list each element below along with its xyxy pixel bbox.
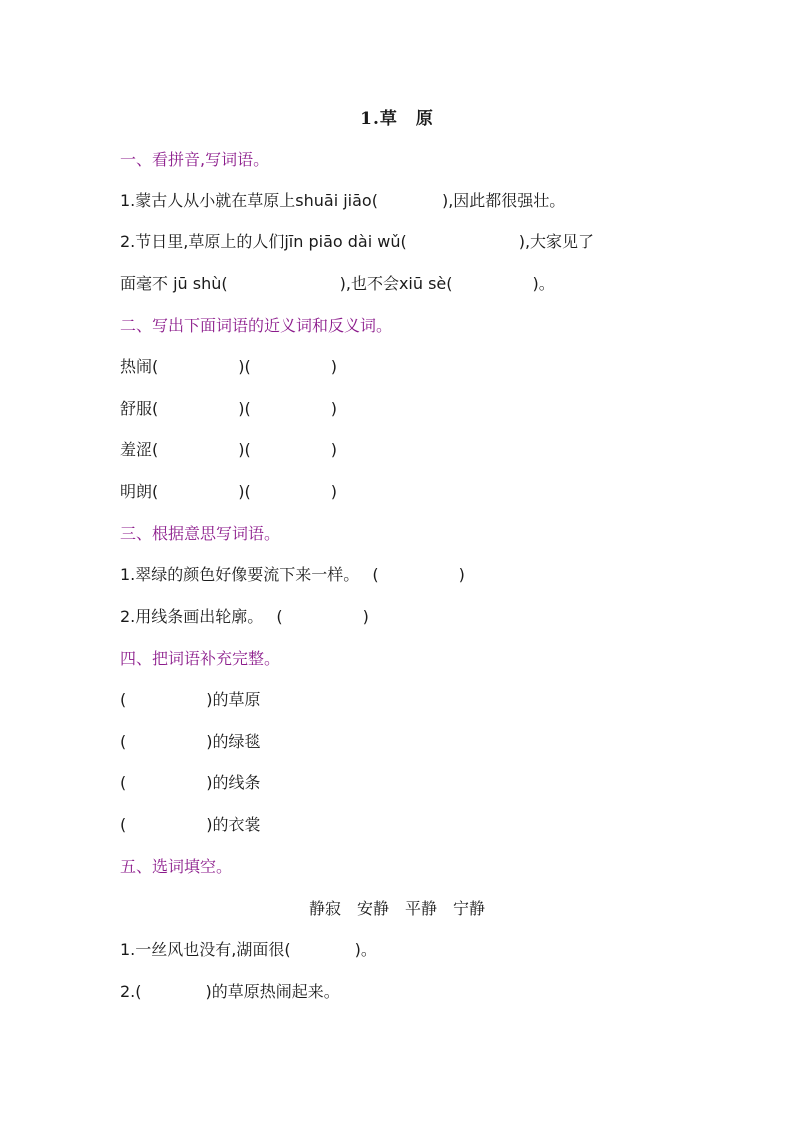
section2-row: 明朗( )( ) <box>120 482 337 501</box>
section4-row: ( )的绿毯 <box>120 732 261 751</box>
section3-heading: 三、根据意思写词语。 <box>120 524 281 543</box>
section4-heading: 四、把词语补充完整。 <box>120 649 281 668</box>
section2-row: 热闹( )( ) <box>120 357 337 376</box>
section4-row: ( )的衣裳 <box>120 815 261 834</box>
section1-heading: 一、看拼音,写词语。 <box>120 150 270 169</box>
word-options: 静寂 安静 平静 宁静 <box>308 899 485 918</box>
section2-row: 舒服( )( ) <box>120 399 337 418</box>
section2-heading: 二、写出下面词语的近义词和反义词。 <box>120 316 393 335</box>
section1-question2a: 2.节日里,草原上的人们jīn piāo dài wǔ( ),大家见了 <box>120 232 595 251</box>
section2-row: 羞涩( )( ) <box>120 440 337 459</box>
section1-question1: 1.蒙古人从小就在草原上shuāi jiāo( ),因此都很强壮。 <box>120 191 566 210</box>
section1-question2b: 面毫不 jū shù( ),也不会xiū sè( )。 <box>120 274 555 293</box>
page-title: 1.草 原 <box>360 109 434 129</box>
section4-row: ( )的草原 <box>120 690 261 709</box>
section3-question2: 2.用线条画出轮廓。 ( ) <box>120 607 369 626</box>
section5-question1: 1.一丝风也没有,湖面很( )。 <box>120 940 377 959</box>
section5-question2: 2.( )的草原热闹起来。 <box>120 982 340 1001</box>
section3-question1: 1.翠绿的颜色好像要流下来一样。 ( ) <box>120 565 465 584</box>
section5-heading: 五、选词填空。 <box>120 857 233 876</box>
section4-row: ( )的线条 <box>120 773 261 792</box>
